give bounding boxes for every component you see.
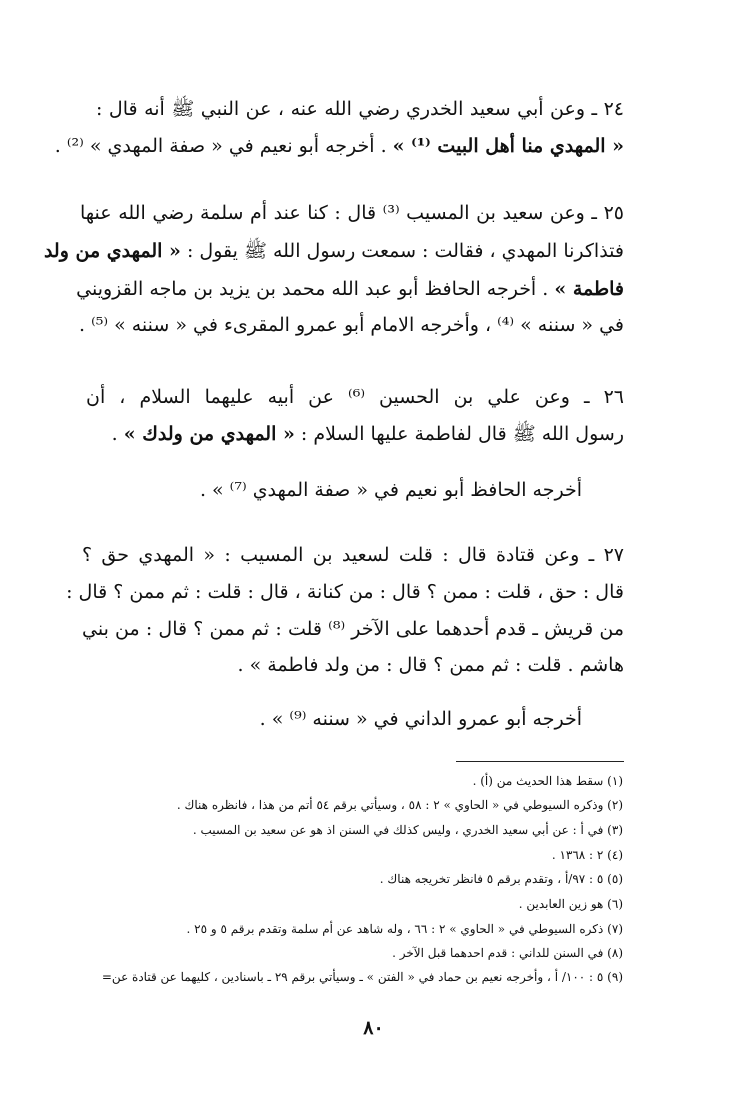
- hadith-25-line-1: [80, 200, 624, 226]
- hadith-26-quote: « المهدي من ولدك »: [123, 423, 295, 445]
- footnote-8: (٨) في السنن للداني : قدم احدهما قبل الآخر .: [392, 946, 623, 960]
- footnote-4: (٤) ٢ : ١٣٦٨ .: [551, 848, 623, 862]
- hadith-25-source: . أخرجه الحافظ أبو عبد الله محمد بن يزيد بن ماجه القزويني: [76, 278, 549, 300]
- hadith-27-line-1: [82, 542, 624, 568]
- footnote-2: (٢) وذكره السيوطي في « الحاوي » ٢ : ٥٨ ، وسيأتي برقم ٥٤ أتم من هذا ، فانظره هناك .: [176, 798, 623, 812]
- hadith-25-line-4: [79, 312, 624, 338]
- hadith-27-text-3: من قريش ـ قدم أحدهما على الآخر ⁽⁸⁾ قلت : ثم ممن ؟ قال : من بني: [82, 618, 624, 640]
- footnote-1: (١) سقط هذا الحديث من (أ) .: [472, 774, 623, 788]
- hadith-25-line-2: [43, 238, 624, 264]
- hadith-25-text-4: في « سننه » ⁽⁴⁾ ، وأخرجه الامام أبو عمرو المقرىء في « سننه » ⁽⁵⁾ .: [79, 314, 624, 336]
- hadith-25-quote-part-2: فاطمة »: [554, 278, 624, 300]
- hadith-26-source: [200, 477, 582, 503]
- hadith-26-line-2: [112, 421, 624, 447]
- hadith-26-text-2: رسول الله ﷺ قال لفاطمة عليها السلام :: [300, 423, 624, 445]
- footnote-separator: [456, 761, 624, 762]
- hadith-24-quote: « المهدي منا أهل البيت ⁽¹⁾ »: [392, 135, 624, 157]
- footnote-5: (٥) ٥ : ٩٧/أ ، وتقدم برقم ٥ فانظر تخريجه هناك .: [379, 872, 623, 886]
- hadith-27-source-text: أخرجه أبو عمرو الداني في « سننه ⁽⁹⁾ » .: [259, 708, 582, 730]
- footnote-9: (٩) ٥ : ١٠٠/ أ ، وأخرجه نعيم بن حماد في « الفتن » ـ وسيأتي برقم ٢٩ ـ باسنادين ، كليهما عن قتادة عن=: [101, 970, 623, 984]
- hadith-27-source: [260, 706, 582, 732]
- hadith-27-text-2: قال : حق ، قلت : ممن ؟ قال : من كنانة ، قال : قلت : ثم ممن ؟ قال :: [66, 581, 624, 603]
- hadith-25-text-1: ٢٥ ـ وعن سعيد بن المسيب ⁽³⁾ قال : كنا عند أم سلمة رضي الله عنها: [80, 202, 624, 224]
- hadith-25-quote-part-1: « المهدي من ولد: [43, 240, 181, 262]
- hadith-26-period: .: [111, 423, 118, 445]
- hadith-26-source-text: أخرجه الحافظ أبو نعيم في « صفة المهدي ⁽⁷⁾ » .: [199, 479, 582, 501]
- hadith-24-source: . أخرجه أبو نعيم في « صفة المهدي » ⁽²⁾ .: [54, 135, 387, 157]
- footnote-6: (٦) هو زين العابدين .: [518, 897, 623, 911]
- hadith-27-line-4: [238, 652, 625, 678]
- hadith-25-line-3: [76, 276, 624, 302]
- hadith-25-text-2: فتذاكرنا المهدي ، فقالت : سمعت رسول الله ﷺ يقول :: [186, 240, 624, 262]
- hadith-27-text-1: ٢٧ ـ وعن قتادة قال : قلت لسعيد بن المسيب : « المهدي حق ؟: [82, 544, 624, 566]
- hadith-26-text-1: ٢٦ ـ وعن علي بن الحسين ⁽⁶⁾ عن أبيه عليهما السلام ، أن: [86, 386, 624, 408]
- hadith-24-line-1: [96, 96, 624, 122]
- hadith-24-line-2: [55, 133, 624, 159]
- hadith-27-line-2: [66, 579, 624, 605]
- page-number: ٨٠: [363, 1017, 384, 1039]
- footnote-3: (٣) في أ : عن أبي سعيد الخدري ، وليس كذلك في السنن اذ هو عن سعيد بن المسيب .: [192, 823, 623, 837]
- hadith-27-line-3: [82, 616, 624, 642]
- hadith-26-line-1: [86, 384, 624, 410]
- footnote-7: (٧) ذكره السيوطي في « الحاوي » ٢ : ٦٦ ، وله شاهد عن أم سلمة وتقدم برقم ٥ و ٢٥ .: [186, 922, 623, 936]
- hadith-24-text: ٢٤ ـ وعن أبي سعيد الخدري رضي الله عنه ، عن النبي ﷺ أنه قال :: [96, 98, 624, 120]
- hadith-27-text-4: هاشم . قلت : ثم ممن ؟ قال : من ولد فاطمة » .: [237, 654, 624, 676]
